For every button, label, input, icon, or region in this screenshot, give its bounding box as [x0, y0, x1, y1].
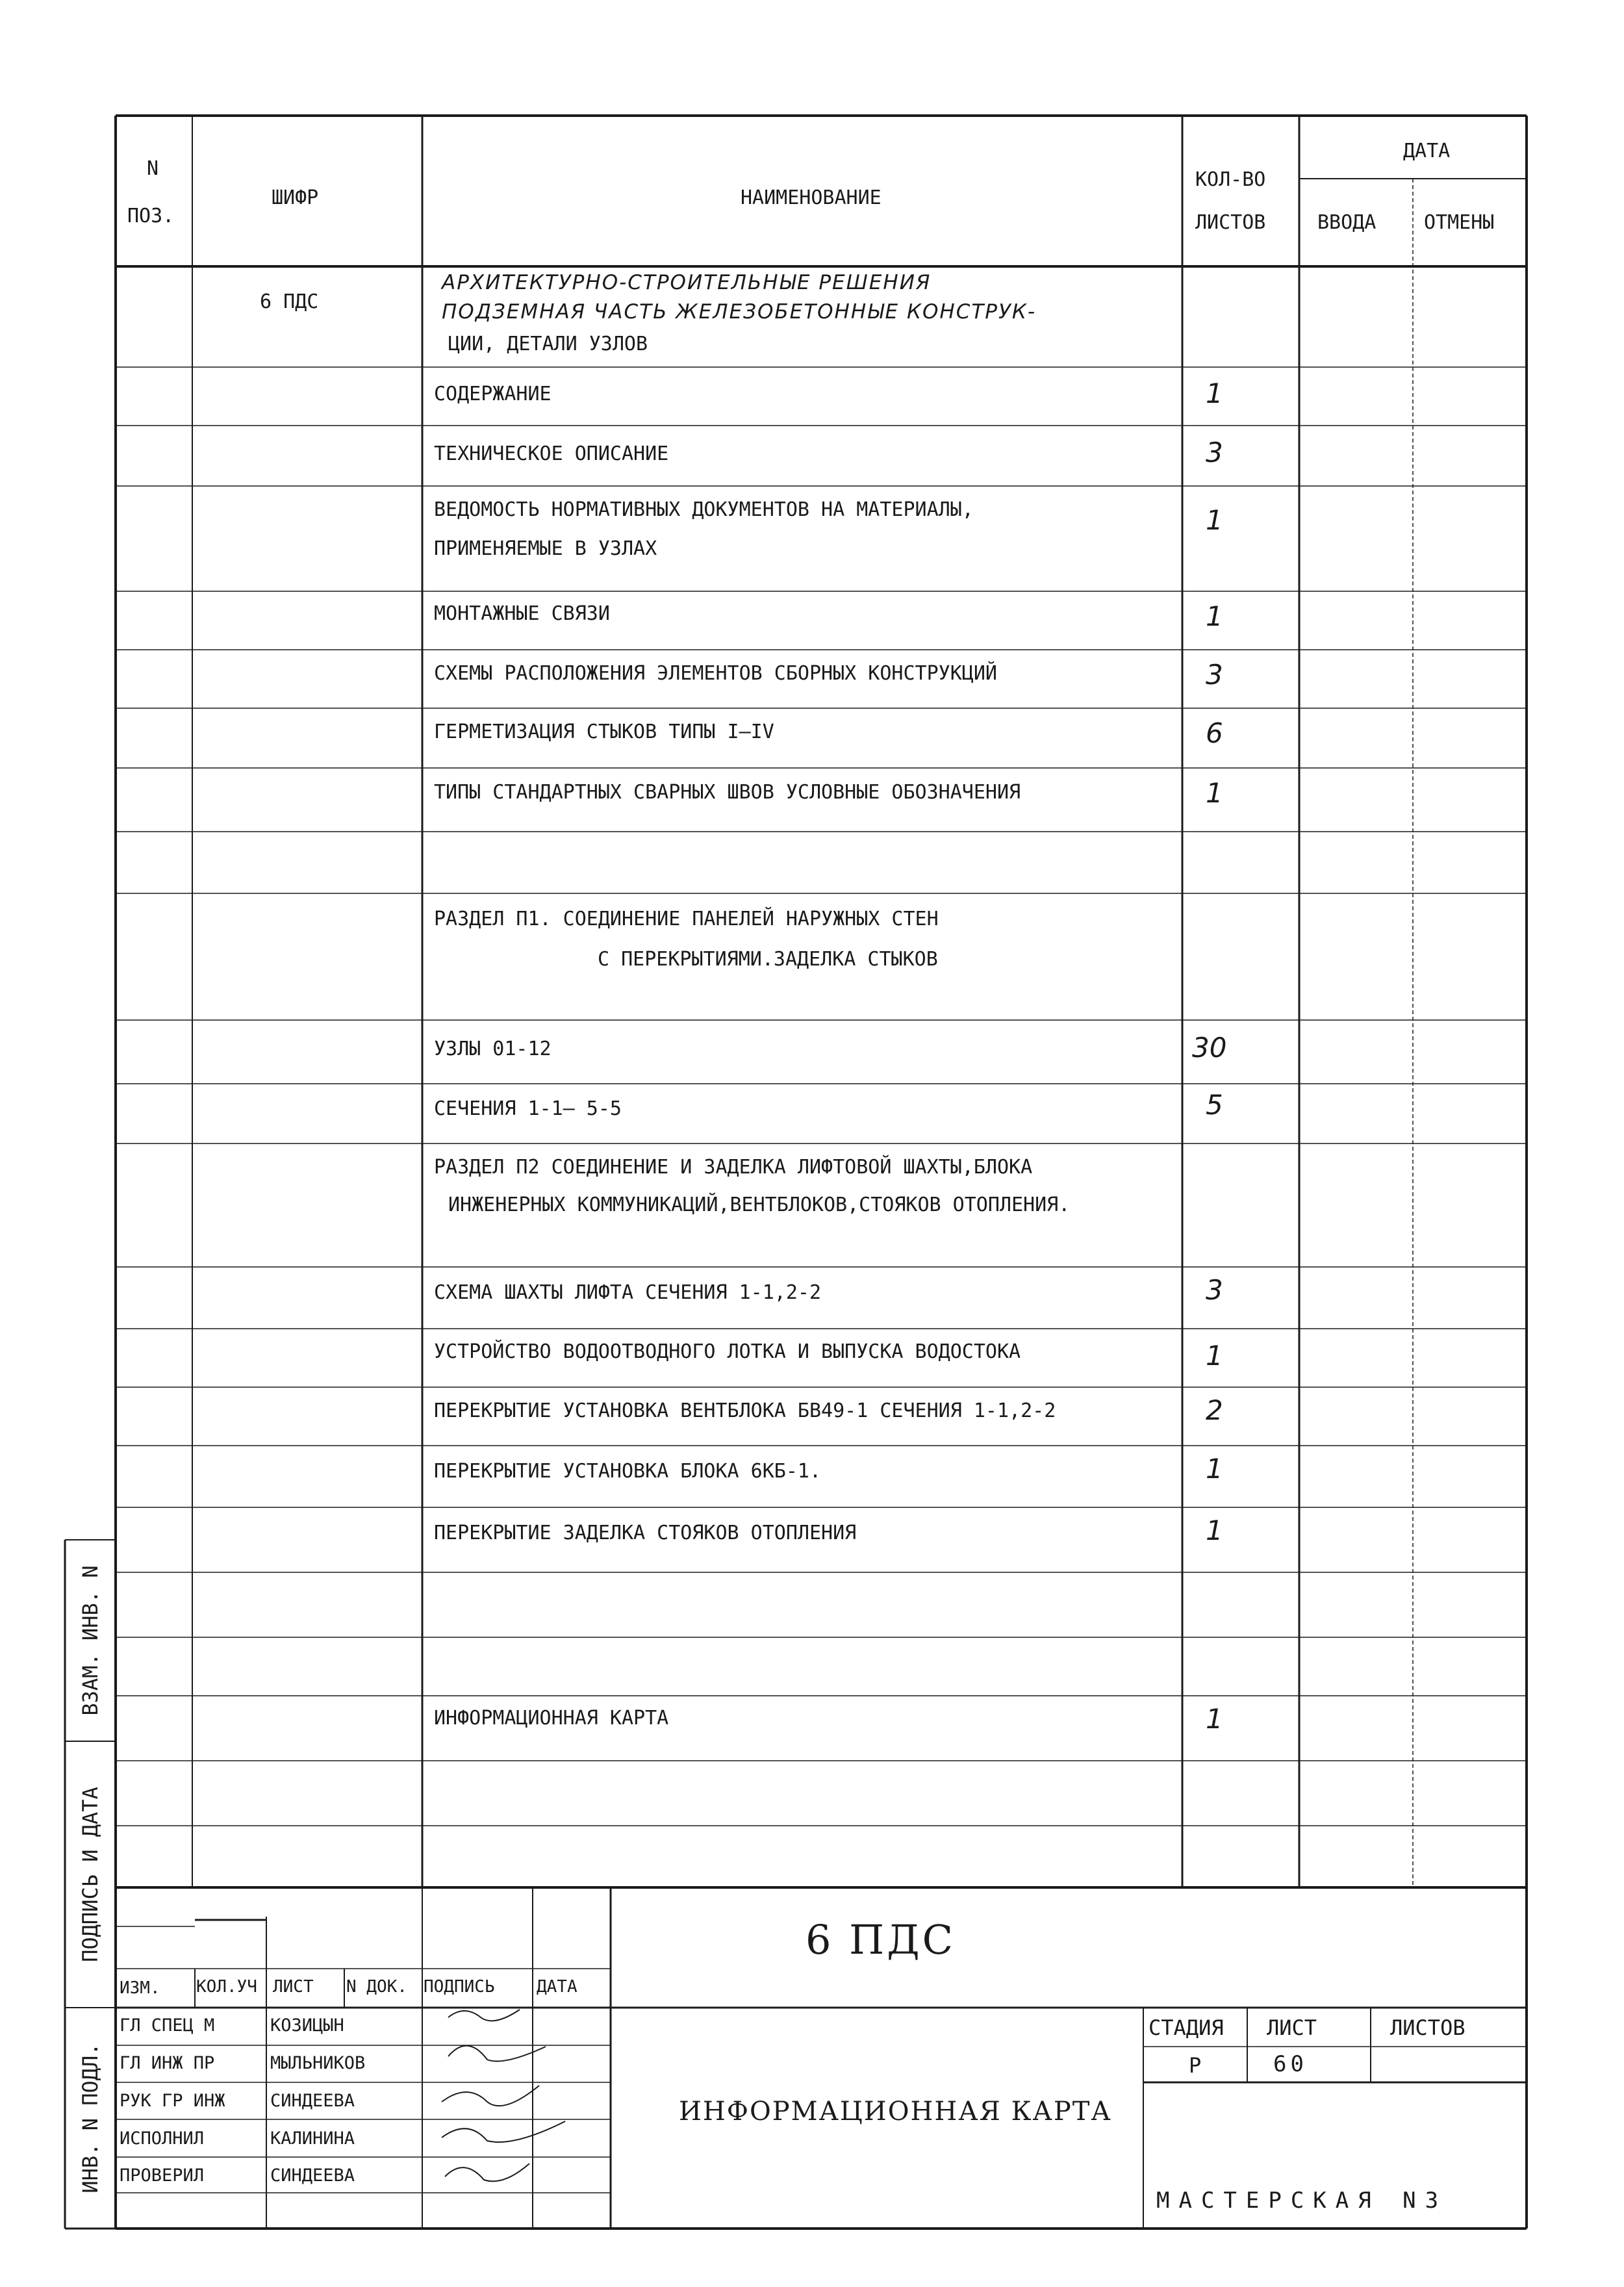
row-count: 1 [1206, 377, 1223, 409]
row-name: ПЕРЕКРЫТИЕ ЗАДЕЛКА СТОЯКОВ ОТОПЛЕНИЯ [434, 1522, 857, 1544]
row-name: УЗЛЫ 01-12 [434, 1038, 552, 1060]
row-code: 6 ПДС [260, 290, 319, 313]
col-data: ДАТА [537, 1977, 577, 1997]
row-name: ПЕРЕКРЫТИЕ УСТАНОВКА БЛОКА 6КБ-1. [434, 1460, 822, 1483]
header-name: НАИМЕНОВАНИЕ [741, 186, 882, 209]
row-name: ПРИМЕНЯЕМЫЕ В УЗЛАХ [434, 537, 657, 560]
person-name: СИНДЕЕВА [270, 2091, 355, 2111]
row-name-line: ПОДЗЕМНАЯ ЧАСТЬ ЖЕЛЕЗОБЕТОННЫЕ КОНСТРУК- [442, 300, 1037, 324]
row-count: 3 [1206, 437, 1223, 468]
row-count: 1 [1206, 1703, 1223, 1735]
row-count: 1 [1206, 1340, 1223, 1372]
col-ndok: N ДОК. [346, 1977, 407, 1997]
row-name: ТИПЫ СТАНДАРТНЫХ СВАРНЫХ ШВОВ УСЛОВНЫЕ ОБОЗНАЧЕНИЯ [434, 781, 1021, 804]
person-name: КОЗИЦЫН [270, 2015, 344, 2036]
row-name: ПЕРЕКРЫТИЕ УСТАНОВКА ВЕНТБЛОКА БВ49-1 СЕЧЕНИЯ 1-1,2-2 [434, 1399, 1056, 1422]
stage-label: СТАДИЯ [1148, 2015, 1224, 2040]
section-heading: С ПЕРЕКРЫТИЯМИ.ЗАДЕЛКА СТЫКОВ [598, 948, 938, 971]
sheets-label: ЛИСТОВ [1390, 2015, 1465, 2040]
header-count-bottom: ЛИСТОВ [1195, 211, 1266, 234]
header-pos-label: ПОЗ. [127, 205, 175, 227]
section-heading: ИНЖЕНЕРНЫХ КОММУНИКАЦИЙ,ВЕНТБЛОКОВ,СТОЯКОВ ОТОПЛЕНИЯ. [448, 1194, 1071, 1216]
row-name-line: АРХИТЕКТУРНО-СТРОИТЕЛЬНЫЕ РЕШЕНИЯ [442, 271, 932, 294]
person-name: СИНДЕЕВА [270, 2166, 355, 2186]
row-count: 1 [1206, 600, 1223, 632]
row-count: 2 [1206, 1394, 1223, 1426]
role: ИСПОЛНИЛ [120, 2128, 205, 2149]
header-date-in: ВВОДА [1317, 211, 1377, 234]
section-heading: РАЗДЕЛ П1. СОЕДИНЕНИЕ ПАНЕЛЕЙ НАРУЖНЫХ СТЕН [434, 908, 939, 930]
row-name: СХЕМА ШАХТЫ ЛИФТА СЕЧЕНИЯ 1-1,2-2 [434, 1281, 822, 1304]
doc-code: 6 ПДС [806, 1916, 956, 1963]
row-count: 5 [1206, 1089, 1223, 1121]
row-name: СОДЕРЖАНИЕ [434, 383, 552, 405]
row-count: 3 [1206, 1274, 1223, 1306]
row-name: ИНФОРМАЦИОННАЯ КАРТА [434, 1707, 669, 1730]
header-date-out: ОТМЕНЫ [1424, 211, 1495, 234]
row-count: 1 [1206, 777, 1223, 809]
col-kol: КОЛ.УЧ [196, 1977, 257, 1997]
row-count: 6 [1206, 717, 1223, 749]
person-name: МЫЛЬНИКОВ [270, 2053, 366, 2073]
row-name: СХЕМЫ РАСПОЛОЖЕНИЯ ЭЛЕМЕНТОВ СБОРНЫХ КОНСТРУКЦИЙ [434, 662, 997, 685]
side-label-inv: ИНВ. N ПОДЛ. [78, 2043, 103, 2193]
role: ГЛ СПЕЦ М [120, 2015, 215, 2036]
col-list: ЛИСТ [273, 1977, 314, 1997]
row-name: ВЕДОМОСТЬ НОРМАТИВНЫХ ДОКУМЕНТОВ НА МАТЕРИАЛЫ, [434, 498, 974, 521]
row-name: СЕЧЕНИЯ 1-1— 5-5 [434, 1097, 622, 1120]
row-name-line: ЦИИ, ДЕТАЛИ УЗЛОВ [448, 333, 648, 355]
row-name: УСТРОЙСТВО ВОДООТВОДНОГО ЛОТКА И ВЫПУСКА ВОДОСТОКА [434, 1340, 1021, 1363]
doc-title: ИНФОРМАЦИОННАЯ КАРТА [679, 2097, 1112, 2127]
col-izm: ИЗМ. [120, 1978, 160, 1998]
section-heading: РАЗДЕЛ П2 СОЕДИНЕНИЕ И ЗАДЕЛКА ЛИФТОВОЙ ШАХТЫ,БЛОКА [434, 1156, 1033, 1179]
row-name: ГЕРМЕТИЗАЦИЯ СТЫКОВ ТИПЫ I—IV [434, 721, 774, 743]
side-label-vzam: ВЗАМ. ИНВ. N [78, 1565, 103, 1716]
side-label-podpis: ПОДПИСЬ И ДАТА [78, 1787, 103, 1962]
header-date: ДАТА [1403, 140, 1451, 162]
header-pos-n: N [147, 157, 159, 180]
role: РУК ГР ИНЖ [120, 2091, 225, 2111]
col-podpis: ПОДПИСЬ [424, 1977, 495, 1997]
row-name: ТЕХНИЧЕСКОЕ ОПИСАНИЕ [434, 442, 669, 465]
sheet-value: 60 [1273, 2051, 1308, 2077]
sheet-label: ЛИСТ [1267, 2015, 1317, 2040]
row-count: 1 [1206, 504, 1223, 536]
organization: МАСТЕРСКАЯ N3 [1156, 2188, 1448, 2214]
header-code: ШИФР [272, 186, 319, 209]
person-name: КАЛИНИНА [270, 2128, 355, 2149]
header-count-top: КОЛ-ВО [1195, 168, 1266, 191]
row-count: 1 [1206, 1453, 1223, 1485]
row-count: 3 [1206, 659, 1223, 691]
stage-value: Р [1189, 2053, 1202, 2078]
row-count: 1 [1206, 1514, 1223, 1546]
row-count: 30 [1192, 1032, 1227, 1064]
role: ПРОВЕРИЛ [120, 2166, 205, 2186]
role: ГЛ ИНЖ ПР [120, 2053, 215, 2073]
row-name: МОНТАЖНЫЕ СВЯЗИ [434, 602, 610, 625]
